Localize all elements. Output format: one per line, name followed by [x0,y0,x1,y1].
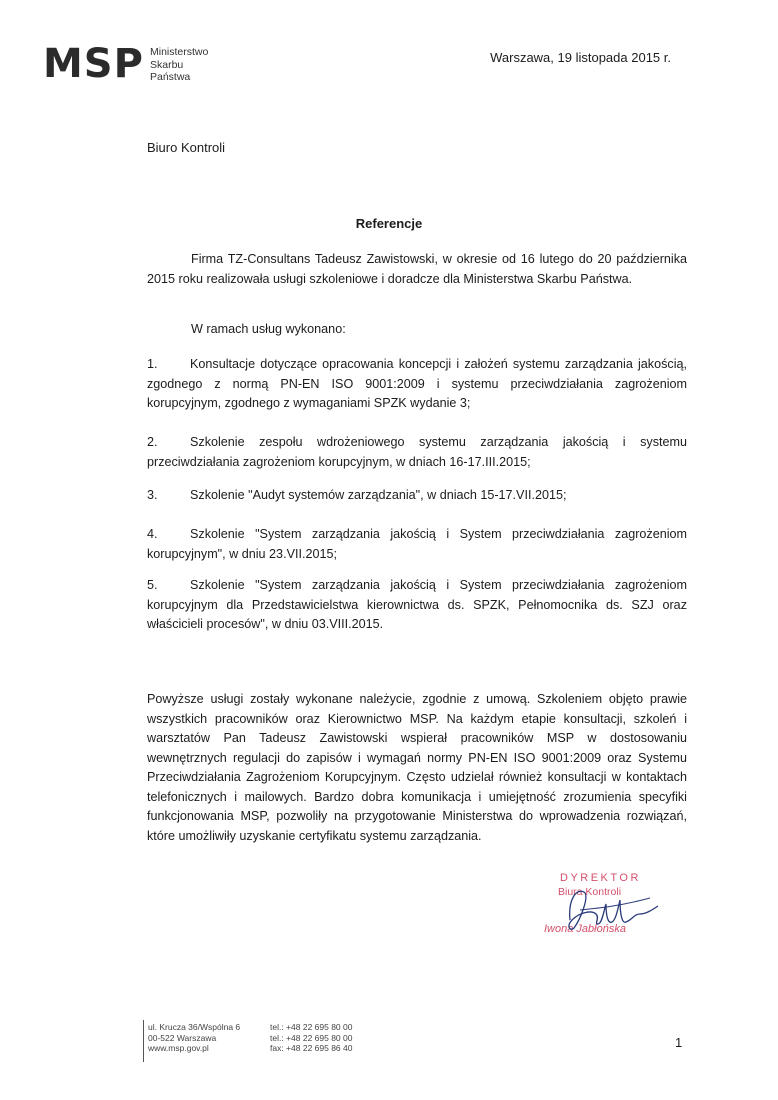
contact-line: tel.: +48 22 695 80 00 [270,1032,353,1043]
intro-paragraph: Firma TZ-Consultans Tadeusz Zawistowski, w okresie od 16 lutego do 20 października 2015 roku realizowała usługi szkoleniowe i doradcze dla Ministerstwa Skarbu Państwa. [147,252,687,286]
item-text: Szkolenie zespołu wdrożeniowego systemu zarządzania jakością i systemu przeciwdziałania zagrożeniom korupcyjnym, w dniach 16-17.III.2015; [147,435,687,469]
stamp-department: Biura Kontroli [558,886,622,898]
contact-line: tel.: +48 22 695 80 00 [270,1022,353,1032]
ministry-line: Państwa [150,71,191,83]
item-text: Konsultacje dotyczące opracowania koncepcji i założeń systemu zarządzania jakością, zgodnego z normą PN-EN ISO 9001:2009 i systemu przeciwdziałania zagrożeniom korupcyjnym, zgodnego z wymaganiami SPZK wydanie 3; [147,357,687,410]
item-number: 1. [147,357,158,371]
page-number: 1 [675,1035,683,1050]
contact-line: fax: +48 22 695 86 40 [270,1043,353,1053]
item-text: Szkolenie "Audyt systemów zarządzania", w dniach 15-17.VII.2015; [190,488,567,502]
footer-divider [143,1020,144,1062]
recipient: Biuro Kontroli [147,140,226,155]
ministry-line: Ministerstwo [150,46,209,58]
address-line: 00-522 Warszawa [148,1032,217,1043]
stamp-title: DYREKTOR [560,872,641,884]
ministry-name [150,46,208,84]
summary-paragraph: Powyższe usługi zostały wykonane należycie, zgodnie z umową. Szkoleniem objęto prawie wszystkich pracowników oraz Kierownictwo MSP. Na każdym etapie konsultacji, szkoleń i warsztatów Pan Tadeusz Zawistowski wspierał pracowników MSP w dostosowaniu wewnętrznych regulacji do zapisów i wymagań normy PN-EN ISO 9001:2009 oraz Systemu Przeciwdziałania Zagrożeniom Korupcyjnym. Często udzielał również konsultacji w kontaktach telefonicznych i mailowych. Bardzo dobra komunikacja i umiejętność zrozumienia specyfiki funkcjonowania MSP, pozwoliły na przygotowanie Ministerstwa do wprowadzenia rozwiązań, które umożliwiły uzyskanie certyfikatu systemu zarządzania. [147,692,687,843]
item-text: Szkolenie "System zarządzania jakością i System przeciwdziałania zagrożeniom korupcyjnym", w dniu 23.VII.2015; [147,527,687,561]
handwritten-signature [540,880,670,940]
stamp-name: Iwona Jabłońska [544,923,626,935]
address-line: www.msp.gov.pl [148,1043,209,1053]
item-number: 5. [147,578,158,592]
address-line: ul. Krucza 36/Wspólna 6 [148,1022,241,1032]
service-item [147,355,687,414]
msp-logo: MSP [43,41,144,87]
service-item [147,525,687,564]
item-number: 2. [147,435,158,449]
item-number: 4. [147,527,158,541]
letter-title: Referencje [355,216,423,231]
services-heading: W ramach usług wykonano: [191,322,346,336]
service-item [147,486,687,506]
service-item [147,433,687,472]
letter-date: Warszawa, 19 listopada 2015 r. [490,50,671,65]
footer-address [148,1022,240,1054]
item-number: 3. [147,488,158,502]
footer-contacts [270,1022,352,1054]
service-item [147,576,687,635]
item-text: Szkolenie "System zarządzania jakością i System przeciwdziałania zagrożeniom korupcyjnym dla Przedstawicielstwa kierownictwa ds. SPZK, Pełnomocnika ds. SZJ oraz właścicieli procesów", w dniu 03.VIII.2015. [147,578,687,631]
ministry-line: Skarbu [150,58,184,71]
